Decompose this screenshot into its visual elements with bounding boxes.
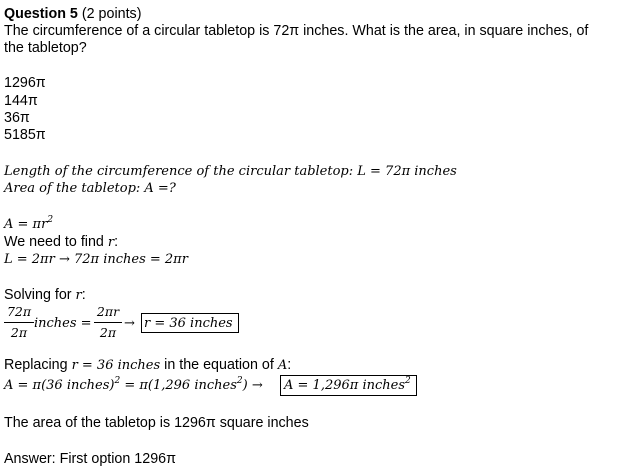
frac2-numerator: 2πr	[96, 304, 120, 319]
area-formula: $A = \pi r^2$	[4, 215, 54, 232]
conclusion: The area of the tabletop is 1296π square inches	[4, 415, 309, 431]
frac1-numerator: 72π	[6, 304, 32, 319]
question-heading	[4, 6, 141, 23]
frac2-denominator: 2π	[99, 325, 117, 340]
question-number: Question 5	[4, 6, 78, 22]
frac1-denominator: 2π	[10, 325, 28, 340]
given-circumference: Length of the circumference of the circular tabletop: L = 72π inches	[4, 164, 457, 179]
option-3: 36π	[4, 110, 30, 126]
area-result: A = 1,296π inches$^2$	[284, 376, 411, 393]
area-unknown: Area of the tabletop: A =?	[4, 181, 176, 196]
find-r-line: We need to find r:	[4, 234, 119, 250]
option-1: 1296π	[4, 75, 46, 91]
question-points: (2 points)	[77, 6, 142, 22]
frac1-bar	[4, 322, 34, 323]
answer: Answer: First option 1296π	[4, 451, 176, 467]
solving-line: Solving for r:	[4, 287, 86, 303]
option-2: 144π	[4, 93, 38, 109]
replacing-line: Replacing r = 36 inches in the equation of A:	[4, 357, 292, 373]
circumference-equation: L = 2πr → 72π inches = 2πr	[4, 252, 188, 267]
option-4: 5185π	[4, 127, 46, 143]
question-text-line2: the tabletop?	[4, 40, 87, 56]
area-calculation: A = π(36 inches)$^2$ = π(1,296 inches$^2$) →	[4, 376, 263, 393]
r-result: r = 36 inches	[144, 316, 233, 331]
question-text-line1: The circumference of a circular tabletop is 72π inches. What is the area, in square inches, of	[4, 23, 589, 39]
arrow-icon: →	[124, 316, 135, 331]
frac1-unit: inches =	[34, 316, 92, 331]
frac2-bar	[94, 322, 122, 323]
